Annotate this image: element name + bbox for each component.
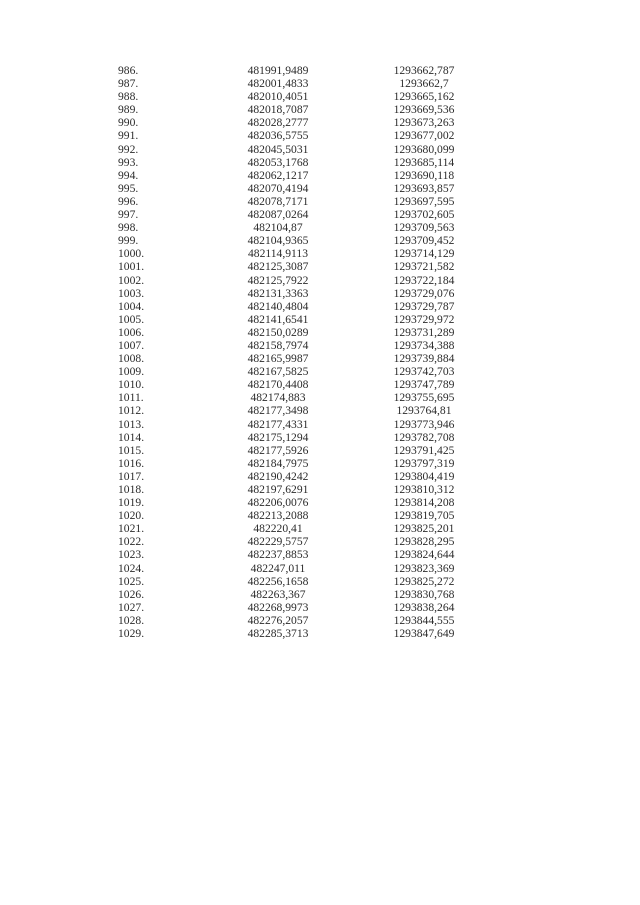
- table-row: [118, 156, 484, 169]
- y-coordinate: 1293665,162: [393, 90, 455, 104]
- point-number: 993.: [118, 155, 139, 169]
- y-coordinate: 1293844,555: [393, 613, 455, 627]
- point-number: 989.: [118, 103, 139, 117]
- table-row: [118, 535, 484, 548]
- point-number: 988.: [118, 90, 139, 104]
- point-number: 994.: [118, 168, 139, 182]
- x-coordinate: 482268,9973: [247, 600, 309, 614]
- point-number: 999.: [118, 234, 139, 248]
- x-coordinate: 482045,5031: [247, 142, 309, 156]
- table-row: [118, 548, 484, 561]
- table-row: [118, 365, 484, 378]
- x-coordinate: 482028,2777: [247, 116, 309, 130]
- table-row: [118, 483, 484, 496]
- point-number: 1014.: [118, 430, 145, 444]
- y-coordinate: 1293729,972: [393, 312, 455, 326]
- point-number: 1024.: [118, 561, 145, 575]
- x-coordinate: 482018,7087: [247, 103, 309, 117]
- x-coordinate: 482256,1658: [247, 574, 309, 588]
- x-coordinate: 482276,2057: [247, 613, 309, 627]
- table-row: [118, 496, 484, 509]
- point-number: 1005.: [118, 312, 145, 326]
- y-coordinate: 1293764,81: [396, 404, 452, 418]
- y-coordinate: 1293755,695: [393, 391, 455, 405]
- y-coordinate: 1293714,129: [393, 247, 455, 261]
- table-row: [118, 313, 484, 326]
- x-coordinate: 482177,5926: [247, 443, 309, 457]
- table-row: [118, 509, 484, 522]
- point-number: 992.: [118, 142, 139, 156]
- x-coordinate: 482175,1294: [247, 430, 309, 444]
- x-coordinate: 482141,6541: [247, 312, 309, 326]
- table-row: [118, 627, 484, 640]
- point-number: 998.: [118, 221, 139, 235]
- y-coordinate: 1293673,263: [393, 116, 455, 130]
- x-coordinate: 482197,6291: [247, 483, 309, 496]
- x-coordinate: 482158,7974: [247, 338, 309, 352]
- table-row: [118, 575, 484, 588]
- point-number: 1018.: [118, 483, 145, 496]
- y-coordinate: 1293773,946: [393, 417, 455, 431]
- y-coordinate: 1293838,264: [393, 600, 455, 614]
- point-number: 1004.: [118, 299, 145, 313]
- point-number: 1015.: [118, 443, 145, 457]
- x-coordinate: 482062,1217: [247, 168, 309, 182]
- table-row: [118, 404, 484, 417]
- point-number: 991.: [118, 129, 139, 143]
- table-row: [118, 457, 484, 470]
- table-row: [118, 103, 484, 116]
- y-coordinate: 1293669,536: [393, 103, 455, 117]
- x-coordinate: 482184,7975: [247, 456, 309, 470]
- point-number: 1009.: [118, 365, 145, 379]
- y-coordinate: 1293729,787: [393, 299, 455, 313]
- y-coordinate: 1293747,789: [393, 378, 455, 392]
- y-coordinate: 1293680,099: [393, 142, 455, 156]
- y-coordinate: 1293677,002: [393, 129, 455, 143]
- point-number: 1012.: [118, 404, 145, 418]
- x-coordinate: 482190,4242: [247, 469, 309, 483]
- x-coordinate: 482167,5825: [247, 365, 309, 379]
- table-row: [118, 326, 484, 339]
- table-row: [118, 116, 484, 129]
- y-coordinate: 1293729,076: [393, 286, 455, 300]
- x-coordinate: 482036,5755: [247, 129, 309, 143]
- point-number: 986.: [118, 64, 139, 77]
- y-coordinate: 1293828,295: [393, 535, 455, 549]
- x-coordinate: 482104,87: [253, 221, 303, 235]
- table-row: [118, 601, 484, 614]
- x-coordinate: 482165,9987: [247, 352, 309, 366]
- y-coordinate: 1293825,201: [393, 522, 455, 536]
- point-number: 1002.: [118, 273, 145, 287]
- point-number: 996.: [118, 194, 139, 208]
- y-coordinate: 1293690,118: [393, 168, 455, 182]
- table-row: [118, 260, 484, 273]
- table-row: [118, 339, 484, 352]
- y-coordinate: 1293830,768: [393, 587, 455, 601]
- table-row: [118, 195, 484, 208]
- y-coordinate: 1293693,857: [393, 181, 455, 195]
- table-row: [118, 247, 484, 260]
- x-coordinate: 482174,883: [250, 391, 306, 405]
- coordinate-table-body: [118, 64, 484, 640]
- table-row: [118, 287, 484, 300]
- table-row: [118, 129, 484, 142]
- y-coordinate: 1293791,425: [393, 443, 455, 457]
- y-coordinate: 1293709,452: [393, 234, 455, 248]
- point-number: 1025.: [118, 574, 145, 588]
- y-coordinate: 1293721,582: [393, 260, 455, 274]
- coordinate-table: [118, 64, 484, 640]
- point-number: 997.: [118, 208, 139, 222]
- point-number: 1010.: [118, 378, 145, 392]
- point-number: 1021.: [118, 522, 145, 536]
- y-coordinate: 1293662,787: [393, 64, 455, 77]
- point-number: 1011.: [118, 391, 144, 405]
- y-coordinate: 1293709,563: [393, 221, 455, 235]
- point-number: 1019.: [118, 496, 145, 510]
- table-row: [118, 522, 484, 535]
- x-coordinate: 482206,0076: [247, 496, 309, 510]
- y-coordinate: 1293685,114: [393, 155, 455, 169]
- y-coordinate: 1293797,319: [393, 456, 455, 470]
- y-coordinate: 1293662,7: [399, 77, 449, 91]
- x-coordinate: 482087,0264: [247, 208, 309, 222]
- y-coordinate: 1293742,703: [393, 365, 455, 379]
- table-row: [118, 378, 484, 391]
- x-coordinate: 482140,4804: [247, 299, 309, 313]
- point-number: 1000.: [118, 247, 145, 261]
- table-row: [118, 208, 484, 221]
- x-coordinate: 482237,8853: [247, 548, 309, 562]
- point-number: 1026.: [118, 587, 145, 601]
- x-coordinate: 482213,2088: [247, 509, 309, 523]
- point-number: 1028.: [118, 613, 145, 627]
- y-coordinate: 1293823,369: [393, 561, 455, 575]
- x-coordinate: 482247,011: [250, 561, 306, 575]
- x-coordinate: 482078,7171: [247, 194, 309, 208]
- table-row: [118, 470, 484, 483]
- table-row: [118, 562, 484, 575]
- point-number: 1003.: [118, 286, 145, 300]
- point-number: 1022.: [118, 535, 145, 549]
- y-coordinate: 1293731,289: [393, 325, 455, 339]
- table-row: [118, 143, 484, 156]
- y-coordinate: 1293734,388: [393, 338, 455, 352]
- y-coordinate: 1293697,595: [393, 194, 455, 208]
- y-coordinate: 1293739,884: [393, 352, 455, 366]
- y-coordinate: 1293782,708: [393, 430, 455, 444]
- table-row: [118, 431, 484, 444]
- x-coordinate: 482070,4194: [247, 181, 309, 195]
- x-coordinate: 482150,0289: [247, 325, 309, 339]
- table-row: [118, 77, 484, 90]
- x-coordinate: 482177,4331: [247, 417, 309, 431]
- point-number: 1006.: [118, 325, 145, 339]
- y-coordinate: 1293847,649: [393, 627, 455, 641]
- point-number: 987.: [118, 77, 139, 91]
- x-coordinate: 482053,1768: [247, 155, 309, 169]
- table-row: [118, 444, 484, 457]
- table-row: [118, 352, 484, 365]
- point-number: 1029.: [118, 627, 145, 641]
- x-coordinate: 481991,9489: [247, 64, 309, 77]
- table-row: [118, 614, 484, 627]
- y-coordinate: 1293810,312: [393, 483, 455, 496]
- x-coordinate: 482220,41: [253, 522, 303, 536]
- point-number: 1017.: [118, 469, 145, 483]
- table-row: [118, 418, 484, 431]
- table-row: [118, 221, 484, 234]
- x-coordinate: 482285,3713: [247, 627, 309, 641]
- table-row: [118, 274, 484, 287]
- point-number: 1016.: [118, 456, 145, 470]
- table-row: [118, 391, 484, 404]
- x-coordinate: 482125,3087: [247, 260, 309, 274]
- point-number: 995.: [118, 181, 139, 195]
- y-coordinate: 1293814,208: [393, 496, 455, 510]
- point-number: 1020.: [118, 509, 145, 523]
- table-row: [118, 64, 484, 77]
- point-number: 1007.: [118, 338, 145, 352]
- x-coordinate: 482001,4833: [247, 77, 309, 91]
- x-coordinate: 482170,4408: [247, 378, 309, 392]
- y-coordinate: 1293824,644: [393, 548, 455, 562]
- point-number: 1023.: [118, 548, 145, 562]
- table-row: [118, 588, 484, 601]
- x-coordinate: 482125,7922: [247, 273, 309, 287]
- x-coordinate: 482177,3498: [247, 404, 309, 418]
- table-row: [118, 90, 484, 103]
- point-number: 1027.: [118, 600, 145, 614]
- x-coordinate: 482229,5757: [247, 535, 309, 549]
- point-number: 1008.: [118, 352, 145, 366]
- y-coordinate: 1293722,184: [393, 273, 455, 287]
- x-coordinate: 482010,4051: [247, 90, 309, 104]
- y-coordinate: 1293702,605: [393, 208, 455, 222]
- y-coordinate: 1293825,272: [393, 574, 455, 588]
- table-row: [118, 182, 484, 195]
- table-row: [118, 300, 484, 313]
- x-coordinate: 482263,367: [250, 587, 306, 601]
- x-coordinate: 482131,3363: [247, 286, 309, 300]
- x-coordinate: 482114,9113: [247, 247, 308, 261]
- x-coordinate: 482104,9365: [247, 234, 309, 248]
- y-coordinate: 1293804,419: [393, 469, 455, 483]
- point-number: 1001.: [118, 260, 145, 274]
- point-number: 990.: [118, 116, 139, 130]
- table-row: [118, 169, 484, 182]
- table-row: [118, 234, 484, 247]
- point-number: 1013.: [118, 417, 145, 431]
- y-coordinate: 1293819,705: [393, 509, 455, 523]
